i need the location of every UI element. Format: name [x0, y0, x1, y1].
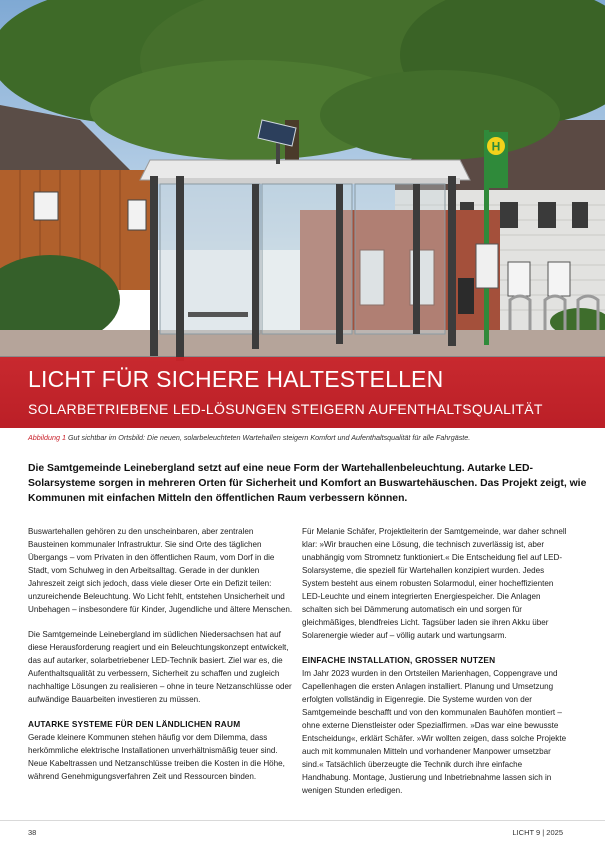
section-heading: AUTARKE SYSTEME FÜR DEN LÄNDLICHEN RAUM [28, 719, 241, 729]
body-paragraph: Gerade kleinere Kommunen stehen häufig vor dem Dilemma, dass herkömmliche elektrische Installationen unverhältnismäßig teuer sind. Neue Kabeltrassen und Netzanschlüsse treiben die Kosten in die Höhe, während Genehmigungsverfahren Zeit und Ressourcen binden. [28, 733, 285, 781]
figure-caption [28, 433, 588, 442]
article-title: LICHT FÜR SICHERE HALTESTELLEN [28, 366, 444, 392]
bus-shelter [140, 160, 470, 361]
body-paragraph: Die Samtgemeinde Leinebergland im südlichen Niedersachsen hat auf diese Herausforderung reagiert und ein Beleuchtungskonzept entwickelt, das auf autarker, solarbetriebener LED-Technik basiert. Ziel war es, die Aufenthaltsqualität zu verbessern, Sicherheit zu schaffen und zugleich nachhaltige Lösungen zu realisieren – ohne in teure Netzanschlüsse oder aufwändige Bauarbeiten investieren zu müssen. [28, 630, 292, 704]
section-heading: EINFACHE INSTALLATION, GROSSER NUTZEN [302, 655, 496, 665]
lead-paragraph: Die Samtgemeinde Leinebergland setzt auf eine neue Form der Wartehallenbeleuchtung. Autarke LED-Solarsysteme sorgen in mehreren Orten für Sicherheit und Komfort an Buswartehäuschen. Das Projekt zeigt, wie Kommunen mit einfachen Mitteln den öffentlichen Raum verbessern können. [28, 463, 587, 504]
body-paragraph: Buswartehallen gehören zu den unscheinbaren, aber zentralen Bausteinen kommunaler Infrastruktur. Sie sind Orte des täglichen Übergangs – vom Privaten in den öffentlichen Raum, vom Dorf in die Stadt, vom Schulweg in den Arbeitsalltag. Gerade in der dunklen Jahreszeit zeigt sich jedoch, dass viele dieser Orte ein Defizit teilen: unzureichende Beleuchtung. Wo Licht fehlt, entstehen Unsicherheit und Unbehagen – insbesondere für Kinder, Jugendliche und ältere Menschen. [28, 527, 293, 614]
right-column [302, 525, 569, 809]
body-paragraph: Für Melanie Schäfer, Projektleiterin der Samtgemeinde, war daher schnell klar: »Wir brauchen eine Lösung, die technisch zuverlässig ist, aber unabhängig vom Stromnetz funktioniert.« Die Entscheidung fiel auf LED-Solarsysteme, die speziell für Wartehallen konzipiert wurden. Jedes System besteht aus einem robusten Solarmodul, einer hocheffizienten LED-Leuchte und einem integrierten Energiespeicher. Die Anlagen schalten sich bei Dämmerung automatisch ein und sorgen für gleichmäßiges, blendfreies Licht. Tagsüber laden sie ihren Akku über Solarenergie wieder auf – völlig autark und wartungsarm. [302, 527, 567, 640]
bus-sign-letter: H [491, 139, 501, 154]
article-subtitle: SOLARBETRIEBENE LED-LÖSUNGEN STEIGERN AUFENTHALTSQUALITÄT [28, 401, 543, 417]
left-column [28, 525, 295, 795]
issue-label: LICHT 9 | 2025 [512, 828, 563, 837]
caption-label: Abbildung 1 [28, 433, 66, 442]
caption-text: Gut sichtbar im Ortsbild: Die neuen, solarbeleuchteten Wartehallen steigern Komfort und Aufenthaltsqualität für alle Fahrgäste. [67, 433, 471, 442]
footer-divider [0, 820, 605, 821]
body-paragraph: Im Jahr 2023 wurden in den Ortsteilen Marienhagen, Coppengrave und Capellenhagen die ersten Anlagen installiert. Planung und Umsetzung erfolgten vollständig in Eigenregie. Die Systeme wurden von der Samtgemeinde beschafft und von den kommunalen Bauhöfen montiert – ohne externe Dienstleister oder Spezialfirmen. »Das war eine bewusste Entscheidung«, erklärt Schäfer. »Wir wollten zeigen, dass solche Projekte auch mit kommunalen Mitteln und vorhandener Manpower umsetzbar sind.« Tatsächlich überzeugte die Technik durch ihre einfache Handhabung. Montage, Justierung und Inbetriebnahme lassen sich in wenigen Stunden erledigen. [302, 669, 567, 795]
page-number: 38 [28, 828, 37, 837]
